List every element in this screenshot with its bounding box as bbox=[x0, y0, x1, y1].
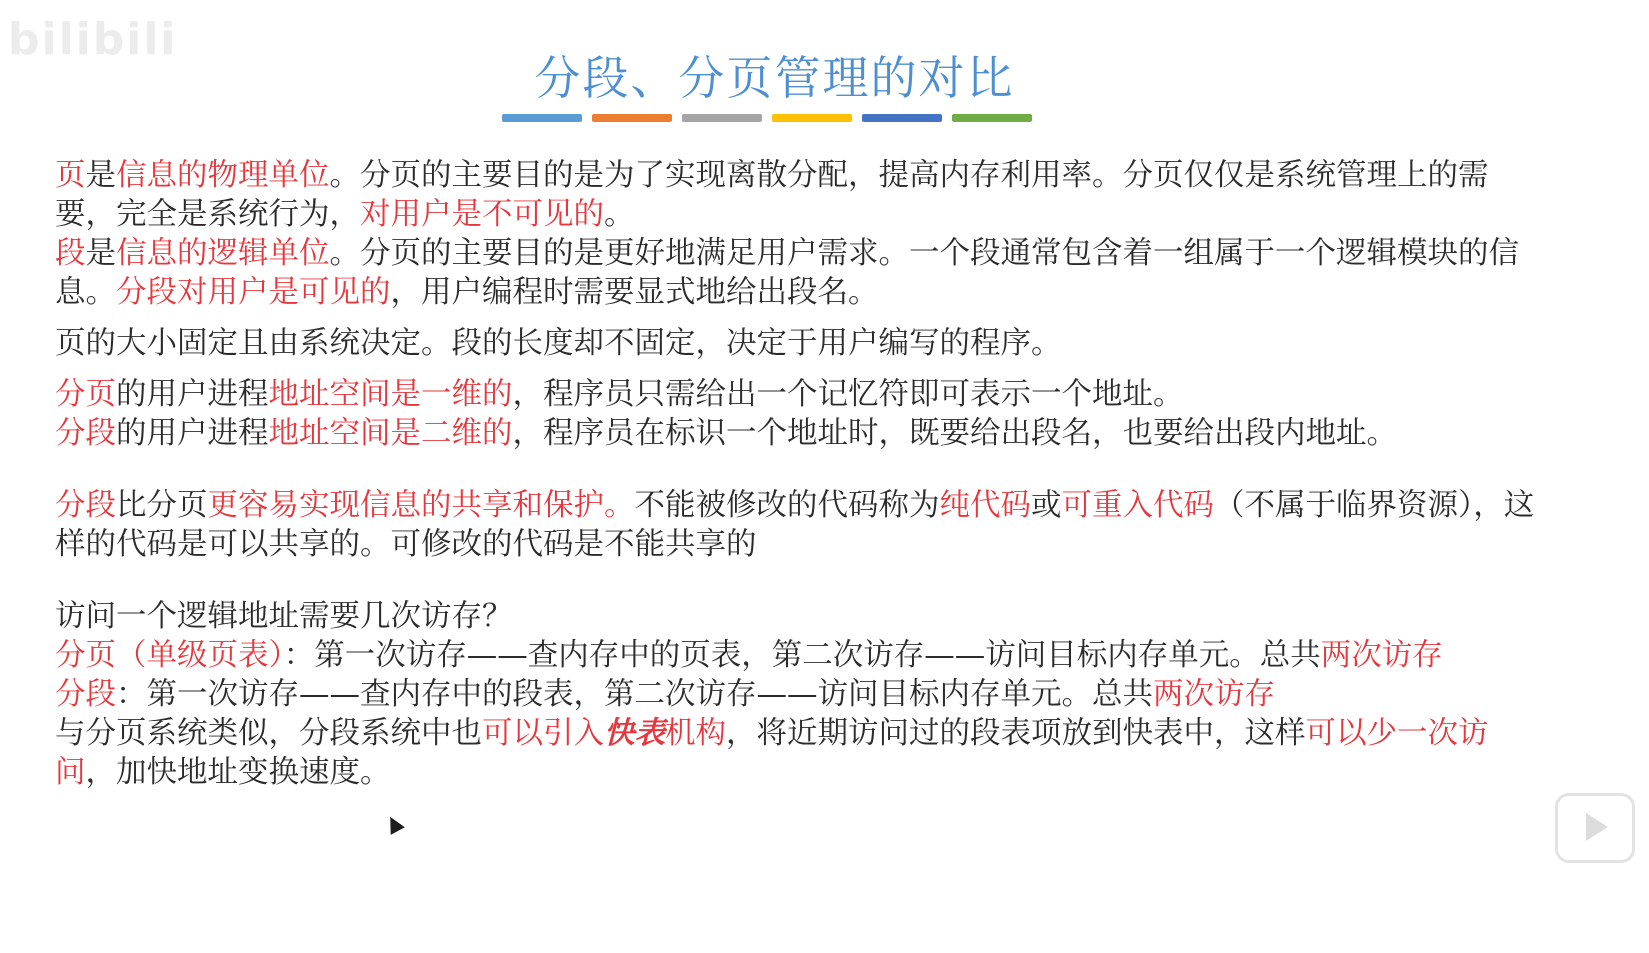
paragraph bbox=[55, 324, 1535, 363]
body-text: ，将近期访问过的段表项放到快表中，这样 bbox=[726, 716, 1306, 751]
highlighted-text: 分页（单级页表） bbox=[55, 638, 284, 673]
accent-bar bbox=[682, 114, 762, 122]
highlighted-text: 快表 bbox=[604, 715, 665, 751]
body-text: 是 bbox=[85, 158, 116, 193]
play-icon[interactable] bbox=[1555, 793, 1635, 863]
paragraph bbox=[55, 234, 1535, 312]
highlighted-text: 分段 bbox=[55, 488, 116, 523]
paragraph bbox=[55, 375, 1535, 414]
highlighted-text: 更容易实现信息的共享和保护。 bbox=[207, 488, 635, 523]
highlighted-text: 地址空间是一维的 bbox=[268, 377, 513, 412]
body-text: 的用户进程 bbox=[116, 416, 269, 451]
accent-bar bbox=[772, 114, 852, 122]
body-text: ：第一次访存——查内存中的页表，第二次访存——访问目标内存单元。总共 bbox=[283, 638, 1321, 673]
highlighted-text: 分页 bbox=[55, 377, 116, 412]
body-text: ，用户编程时需要显式地给出段名。 bbox=[390, 275, 879, 310]
body-text: 是 bbox=[85, 236, 116, 271]
paragraph bbox=[55, 714, 1535, 792]
highlighted-text: 段 bbox=[55, 236, 86, 271]
slide-content bbox=[55, 156, 1535, 792]
highlighted-text: 信息的物理单位 bbox=[116, 158, 330, 193]
accent-bar bbox=[862, 114, 942, 122]
accent-bar bbox=[592, 114, 672, 122]
body-text: 与分页系统类似，分段系统中也 bbox=[55, 716, 482, 751]
highlighted-text: 页 bbox=[55, 158, 86, 193]
body-text: 不能被修改的代码称为 bbox=[634, 488, 940, 523]
highlighted-text: 纯代码 bbox=[939, 488, 1031, 523]
body-text: 页的大小固定且由系统决定。段的长度却不固定，决定于用户编写的程序。 bbox=[55, 326, 1062, 361]
paragraph bbox=[55, 597, 1535, 636]
body-text: 访问一个逻辑地址需要几次访存？ bbox=[55, 599, 513, 634]
body-text: 比分页 bbox=[116, 488, 208, 523]
paragraph bbox=[55, 486, 1535, 564]
paragraph bbox=[55, 156, 1535, 234]
paragraph bbox=[55, 675, 1535, 714]
body-text: ，加快地址变换速度。 bbox=[85, 755, 391, 790]
slide-title: 分段、分页管理的对比 bbox=[534, 51, 1015, 105]
accent-bar bbox=[952, 114, 1032, 122]
highlighted-text: 分段对用户是可见的 bbox=[116, 275, 391, 310]
highlighted-text: 分段 bbox=[55, 416, 116, 451]
highlighted-text: 信息的逻辑单位 bbox=[116, 236, 330, 271]
highlighted-text: 机构 bbox=[665, 716, 726, 751]
highlighted-text: 地址空间是二维的 bbox=[268, 416, 513, 451]
paragraph bbox=[55, 414, 1535, 453]
highlighted-text: 可重入代码 bbox=[1061, 488, 1214, 523]
body-text: （不属于临界资源），这样的代码是可以共享的。可修改的代码是不能共享的 bbox=[55, 488, 1535, 562]
body-text: 或 bbox=[1031, 488, 1062, 523]
body-text: ，程序员在标识一个地址时，既要给出段名，也要给出段内地址。 bbox=[512, 416, 1397, 451]
highlighted-text: 可以引入 bbox=[482, 716, 604, 751]
highlighted-text: 对用户是不可见的 bbox=[360, 197, 604, 232]
highlighted-text: 两次访存 bbox=[1153, 677, 1275, 712]
mouse-cursor-icon bbox=[383, 813, 405, 835]
title-accent-bars bbox=[502, 114, 1032, 122]
highlighted-text: 分段 bbox=[55, 677, 116, 712]
body-text: 。分页的主要目的是更好地满足用户需求。一个段通常包含着一组属于一个逻辑模块的信息。 bbox=[55, 236, 1519, 310]
bilibili-watermark: bilibili bbox=[8, 14, 178, 65]
body-text: 的用户进程 bbox=[116, 377, 269, 412]
highlighted-text: 两次访存 bbox=[1320, 638, 1443, 673]
body-text: ，程序员只需给出一个记忆符即可表示一个地址。 bbox=[512, 377, 1184, 412]
body-text: 。分页的主要目的是为了实现离散分配，提高内存利用率。分页仅仅是系统管理上的需要，完全是系统行为， bbox=[55, 158, 1489, 232]
accent-bar bbox=[502, 114, 582, 122]
body-text: ：第一次访存——查内存中的段表，第二次访存——访问目标内存单元。总共 bbox=[116, 677, 1153, 712]
paragraph bbox=[55, 636, 1535, 675]
highlighted-text: 可以少一次访问 bbox=[55, 716, 1489, 790]
body-text: 。 bbox=[604, 197, 635, 232]
